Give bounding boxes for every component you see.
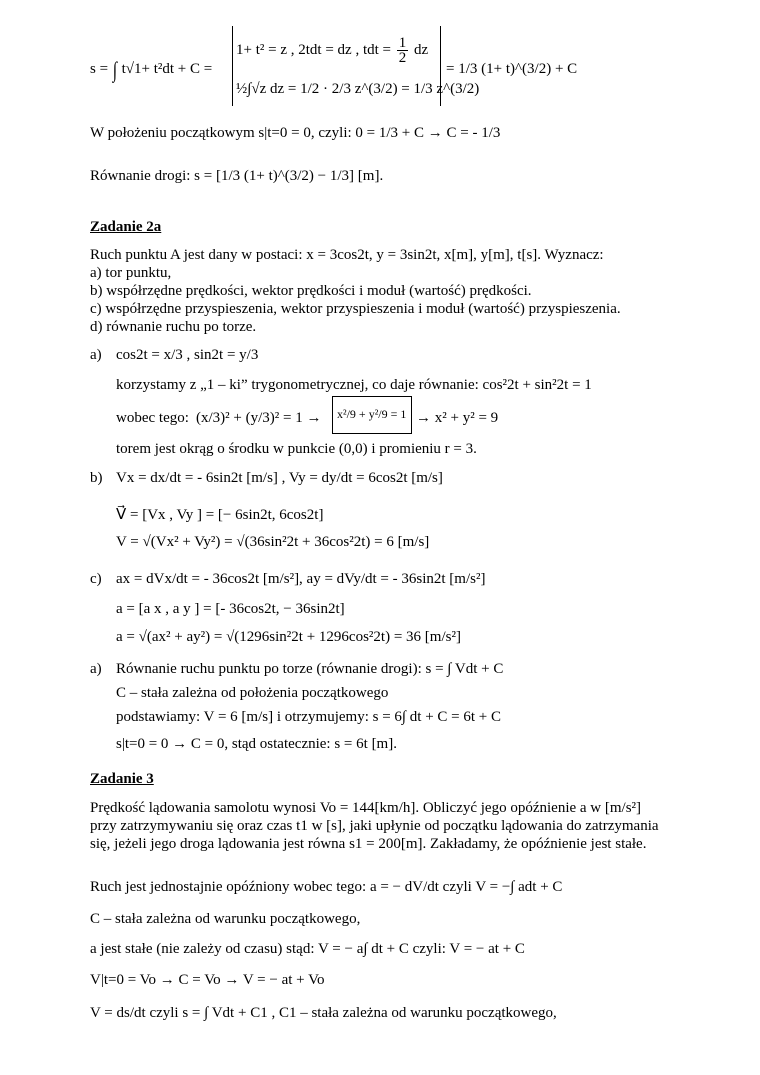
part-c-label: c)	[90, 571, 102, 587]
z2a-intro-3: b) współrzędne prędkości, wektor prędkości i moduł (wartość) prędkości.	[90, 283, 532, 299]
part-c-eq-1: ax = dVx/dt = - 36cos2t [m/s²], ay = dVy/dt = - 36sin2t [m/s²]	[116, 571, 486, 587]
part-b-eq-1: Vx = dx/dt = - 6sin2t [m/s] , Vy = dy/dt = 6cos2t [m/s]	[116, 470, 443, 486]
substitution-line-2	[236, 80, 479, 98]
part-a-eq-1: cos2t = x/3 , sin2t = y/3	[116, 347, 259, 363]
integral-result	[446, 60, 577, 78]
initial-condition	[90, 124, 500, 142]
substitution-dz: dz	[414, 41, 429, 58]
part-d-label: a)	[90, 661, 102, 677]
integral-lhs	[90, 56, 213, 82]
part-a-text-1: korzystamy z „1 – ki” trygonometrycznej, co daje równanie: cos²2t + sin²2t = 1	[116, 377, 592, 393]
part-d-text-1: C – stała zależna od położenia początkowego	[116, 685, 389, 701]
part-a-label: a)	[90, 347, 102, 363]
initial-text: W położeniu początkowym s|t=0 = 0, czyli: 0 = 1/3 + C → C = - 1/3	[90, 125, 501, 141]
z3-para-3: się, jeżeli jego droga lądowania jest równa s1 = 200[m]. Zakładamy, że opóźnienie jest stałe.	[90, 836, 647, 852]
s-equals: s =	[90, 61, 109, 77]
z3-para-2: przy zatrzymywaniu się oraz czas t1 w [s], jaki upłynie od początku lądowania do zatrzymania	[90, 818, 659, 834]
part-b-eq-2: V⃗ = [Vx , Vy ] = [− 6sin2t, 6cos2t]	[116, 507, 324, 523]
z3-line-3: a jest stałe (nie zależy od czasu) stąd: V = − a∫ dt + C czyli: V = − at + C	[90, 941, 525, 957]
frac-num: 1	[398, 35, 407, 51]
heading-zadanie-2a: Zadanie 2a	[90, 219, 162, 235]
part-d-text-2: podstawiamy: V = 6 [m/s] i otrzymujemy: s = 6∫ dt + C = 6t + C	[116, 709, 502, 725]
part-d-eq-1: Równanie ruchu punktu po torze (równanie drogi): s = ∫ Vdt + C	[116, 661, 504, 677]
road-equation	[90, 167, 383, 185]
z3-line-2: C – stała zależna od warunku początkowego,	[90, 911, 361, 927]
part-a-text-2a: wobec tego:	[116, 410, 189, 426]
part-b-eq-3: V = √(Vx² + Vy²) = √(36sin²2t + 36cos²2t) = 6 [m/s]	[116, 534, 430, 550]
part-a-box-text: x²/9 + y²/9 = 1	[337, 407, 407, 421]
frac-den: 2	[398, 50, 407, 66]
z2a-intro-2: a) tor punktu,	[90, 265, 172, 281]
fraction-half	[397, 36, 409, 65]
part-a-text-2b: (x/3)² + (y/3)² = 1 →	[196, 410, 322, 426]
part-c-eq-3: a = √(ax² + ay²) = √(1296sin²2t + 1296cos²2t) = 36 [m/s²]	[116, 629, 461, 645]
integrand: t√1+ t²dt + C =	[121, 61, 213, 77]
z2a-intro-4: c) współrzędne przyspieszenia, wektor przyspieszenia i moduł (wartość) przyspieszenia.	[90, 301, 621, 317]
substitution-left-rule	[232, 26, 233, 106]
substitution-text-2a: ½∫√z dz =	[236, 81, 297, 97]
z2a-intro-5: d) równanie ruchu po torze.	[90, 319, 257, 335]
z3-para-1: Prędkość lądowania samolotu wynosi Vo = 144[km/h]. Obliczyć jego opóźnienie a w [m/s²]	[90, 800, 642, 816]
result-text: = 1/3 (1+ t)^(3/2) + C	[446, 61, 578, 77]
z2a-intro-1: Ruch punktu A jest dany w postaci: x = 3cos2t, y = 3sin2t, x[m], y[m], t[s]. Wyznacz:	[90, 247, 604, 263]
part-a-text-3: torem jest okrąg o środku w punkcie (0,0) i promieniu r = 3.	[116, 441, 477, 457]
z3-line-1: Ruch jest jednostajnie opóźniony wobec tego: a = − dV/dt czyli V = −∫ adt + C	[90, 879, 563, 895]
part-d-text-3: s|t=0 = 0 → C = 0, stąd ostatecznie: s = 6t [m].	[116, 736, 397, 752]
part-a-text-2c: → x² + y² = 9	[416, 410, 499, 426]
integral-sign-icon: ∫	[112, 56, 117, 82]
road-text: Równanie drogi: s = [1/3 (1+ t)^(3/2) − 1/3] [m].	[90, 168, 384, 184]
substitution-line-1	[236, 36, 428, 65]
substitution-text-1: 1+ t² = z , 2tdt = dz , tdt =	[236, 41, 391, 58]
part-b-label: b)	[90, 470, 103, 486]
part-c-eq-2: a = [a x , a y ] = [- 36cos2t, − 36sin2t]	[116, 601, 345, 617]
heading-zadanie-3: Zadanie 3	[90, 771, 154, 787]
substitution-text-2b: 1/2 · 2/3 z^(3/2) = 1/3 z^(3/2)	[300, 81, 480, 97]
z3-line-4: V|t=0 = Vo → C = Vo → V = − at + Vo	[90, 972, 325, 988]
z3-line-5: V = ds/dt czyli s = ∫ Vdt + C1 , C1 – stała zależna od warunku początkowego,	[90, 1005, 557, 1021]
